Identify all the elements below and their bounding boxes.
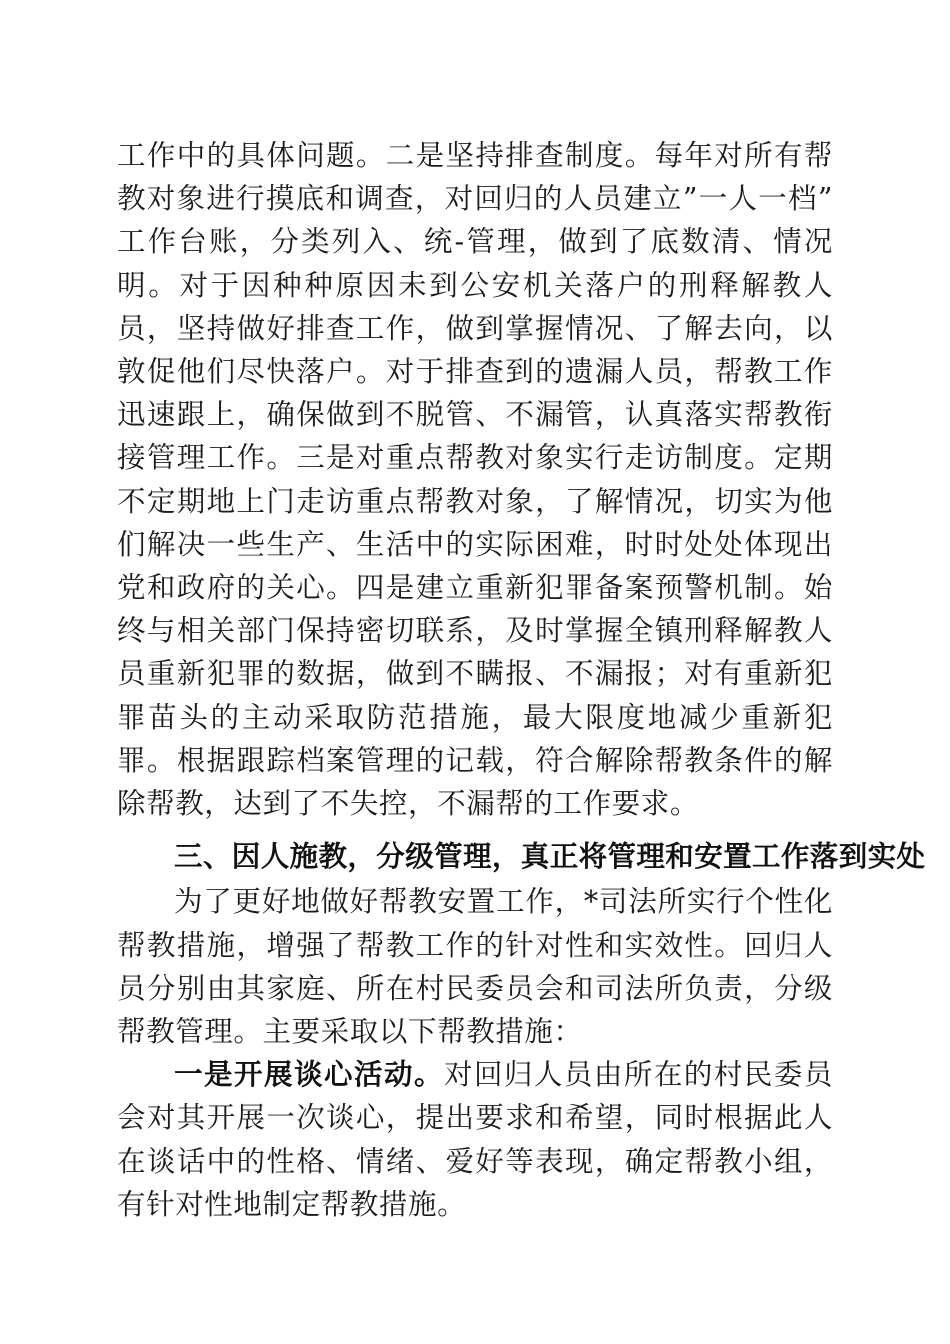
section-heading-three: 三、因人施教，分级管理，真正将管理和安置工作落到实处 bbox=[174, 841, 926, 874]
body-paragraph-3 bbox=[117, 1053, 833, 1226]
body-paragraph-1: 工作中的具体问题。二是坚持排查制度。每年对所有帮教对象进行摸底和调查，对回归的人员建立”一人一档”工作台账，分类列入、统-管理，做到了底数清、情况明。对于因种种原因未到公安机关落户的刑释解教人员，坚持做好排查工作，做到掌握情况、了解去向，以敦促他们尽快落户。对于排查到的遗漏人员，帮教工作迅速跟上，确保做到不脱管、不漏管，认真落实帮教衔接管理工作。三是对重点帮教对象实行走访制度。定期不定期地上门走访重点帮教对象，了解情况，切实为他们解决一些生产、生活中的实际困难，时时处处体现出党和政府的关心。四是建立重新犯罪备案预警机制。始终与相关部门保持密切联系，及时掌握全镇刑释解教人员重新犯罪的数据，做到不瞒报、不漏报；对有重新犯罪苗头的主动采取防范措施，最大限度地减少重新犯罪。根据跟踪档案管理的记载，符合解除帮教条件的解除帮教，达到了不失控，不漏帮的工作要求。 bbox=[117, 139, 833, 821]
paragraph-body-text: 对回归人员由所在的村民委员会对其开展一次谈心，提出要求和希望，同时根据此人在谈话中的性格、情绪、爱好等表现，确定帮教小组，有针对性地制定帮教措施。 bbox=[117, 1058, 833, 1221]
body-paragraph-2: 为了更好地做好帮教安置工作，*司法所实行个性化帮教措施，增强了帮教工作的针对性和实效性。回归人员分别由其家庭、所在村民委员会和司法所负责，分级帮教管理。主要采取以下帮教措施： bbox=[117, 885, 833, 1049]
paragraph-lead-in: 一是开展谈心活动。 bbox=[174, 1057, 444, 1092]
text-column bbox=[117, 134, 926, 1226]
